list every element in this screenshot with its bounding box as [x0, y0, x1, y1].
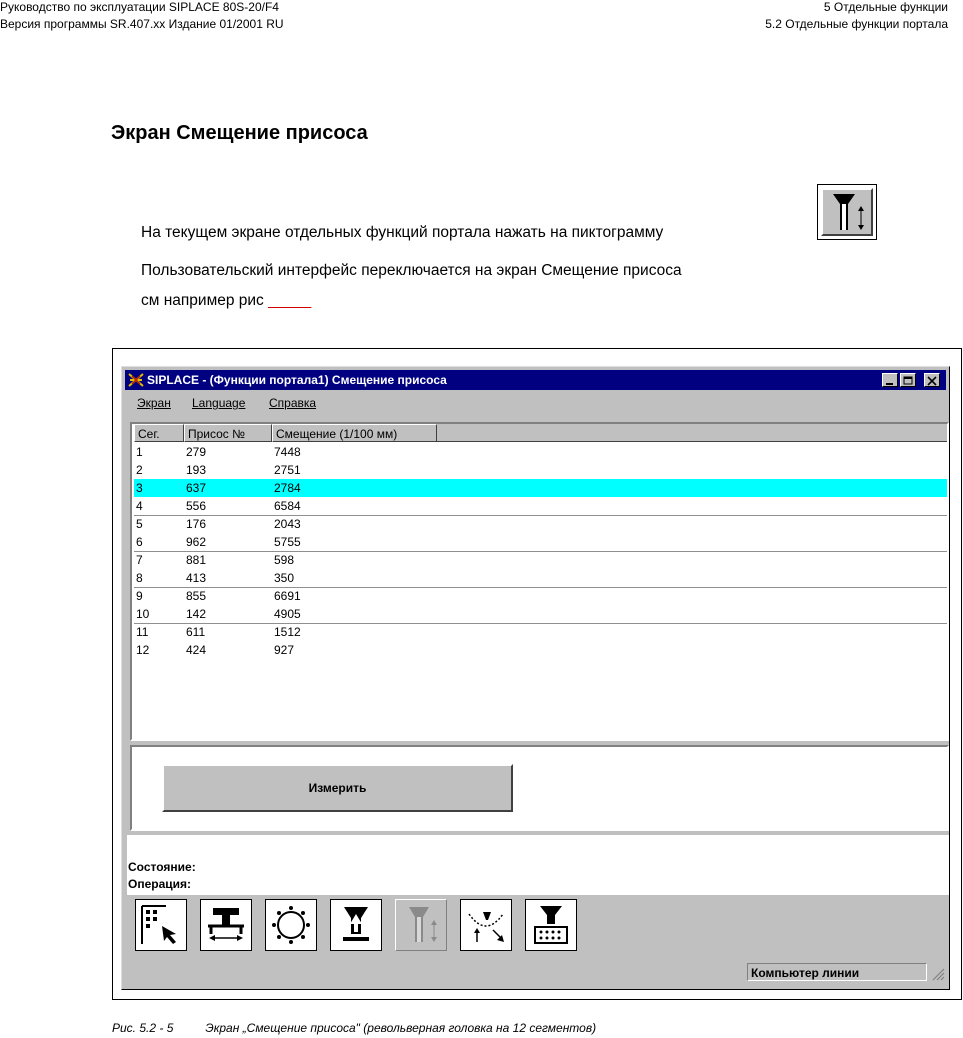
nozzle-cell: 142 — [186, 607, 207, 621]
figure-ref-link[interactable]: _____ — [268, 292, 312, 309]
revolver-head-icon — [270, 904, 312, 946]
tool-nozzle-matrix[interactable] — [525, 899, 577, 951]
menu-screen-label: Экран — [137, 396, 171, 410]
maximize-button[interactable] — [900, 373, 916, 387]
offset-table[interactable] — [130, 422, 949, 741]
figure-caption — [112, 1021, 596, 1035]
table-row[interactable] — [134, 533, 947, 552]
operation-label: Операция: — [128, 877, 192, 891]
transport-move-icon — [205, 904, 247, 946]
app-window — [121, 366, 950, 990]
table-row[interactable] — [134, 551, 947, 569]
nozzle-cell: 413 — [186, 571, 207, 585]
offset-cell: 598 — [274, 553, 295, 567]
offset-cell: 350 — [274, 571, 295, 585]
maximize-icon — [901, 375, 915, 387]
tool-revolver-head[interactable] — [265, 899, 317, 951]
tool-nozzle-offset[interactable] — [395, 899, 447, 951]
doc-para3-line — [141, 292, 311, 310]
nozzle-up-icon — [335, 904, 377, 946]
nozzle-cell: 881 — [186, 553, 207, 567]
nozzle-cell: 637 — [186, 481, 207, 495]
menu-language[interactable] — [192, 396, 245, 410]
header-right-line2: 5.2 Отдельные функции портала — [765, 17, 948, 31]
status-bar-computer: Компьютер линии — [747, 963, 927, 981]
column-header-segment[interactable]: Сег. — [134, 424, 184, 442]
header-left-line2: Версия программы SR.407.xx Издание 01/2001 RU — [0, 17, 284, 31]
segment-cell: 3 — [136, 481, 143, 495]
minimize-button[interactable] — [882, 373, 898, 387]
tool-transport-move[interactable] — [200, 899, 252, 951]
resize-grip-icon[interactable] — [931, 967, 945, 981]
menu-bar — [125, 392, 946, 412]
column-header-offset[interactable]: Смещение (1/100 мм) — [272, 424, 437, 442]
table-row[interactable] — [134, 605, 947, 624]
segment-cell: 11 — [136, 625, 149, 639]
grid-select-icon — [140, 904, 182, 946]
figure-number: Рис. 5.2 - 5 — [112, 1021, 174, 1035]
table-row[interactable] — [134, 515, 947, 533]
offset-cell: 2751 — [274, 463, 301, 477]
segment-cell: 1 — [136, 445, 143, 459]
doc-para3: см например рис — [141, 292, 269, 309]
column-header-nozzle[interactable]: Присос № — [184, 424, 272, 442]
offset-cell: 2784 — [274, 481, 301, 495]
rotation-axis-icon — [465, 904, 507, 946]
offset-cell: 7448 — [274, 445, 301, 459]
table-row[interactable] — [134, 641, 947, 659]
header-left-line1: Руководство по эксплуатации SIPLACE 80S-20/F4 — [0, 0, 279, 14]
table-row[interactable] — [134, 443, 947, 461]
offset-cell: 927 — [274, 643, 295, 657]
nozzle-cell: 556 — [186, 499, 207, 513]
segment-cell: 6 — [136, 535, 143, 549]
nozzle-cell: 279 — [186, 445, 207, 459]
segment-cell: 8 — [136, 571, 143, 585]
nozzle-cell: 962 — [186, 535, 207, 549]
column-header-fill — [437, 424, 947, 442]
table-row[interactable] — [134, 461, 947, 480]
minimize-icon — [883, 375, 897, 387]
window-title: SIPLACE - (Функции портала1) Смещение присоса — [147, 373, 447, 387]
offset-cell: 1512 — [274, 625, 301, 639]
segment-cell: 12 — [136, 643, 150, 657]
nozzle-cell: 855 — [186, 589, 207, 603]
menu-screen[interactable] — [137, 396, 171, 410]
status-area — [127, 835, 949, 895]
menu-language-label: Language — [192, 396, 246, 410]
menu-help-label: Справка — [269, 396, 317, 410]
offset-cell: 6584 — [274, 499, 301, 513]
tool-grid-select[interactable] — [135, 899, 187, 951]
close-button[interactable] — [924, 373, 940, 387]
nozzle-cell: 176 — [186, 517, 207, 531]
offset-cell: 6691 — [274, 589, 301, 603]
measure-button[interactable]: Измерить — [162, 764, 513, 812]
tool-nozzle-up[interactable] — [330, 899, 382, 951]
nozzle-cell: 193 — [186, 463, 207, 477]
nozzle-offset-icon — [823, 190, 871, 234]
status-label: Состояние: — [128, 860, 196, 874]
segment-cell: 5 — [136, 517, 143, 531]
status-bar — [125, 961, 947, 985]
nozzle-offset-pictogram — [817, 184, 877, 240]
figure-caption-text: Экран „Смещение присоса" (револьверная головка на 12 сегментов) — [205, 1021, 597, 1035]
tool-rotation-axis[interactable] — [460, 899, 512, 951]
siplace-app-icon — [128, 372, 144, 388]
doc-para1: На текущем экране отдельных функций портала нажать на пиктограмму — [141, 224, 664, 241]
segment-cell: 7 — [136, 553, 143, 567]
title-bar[interactable] — [125, 370, 946, 390]
segment-cell: 4 — [136, 499, 143, 513]
table-row[interactable] — [134, 479, 947, 497]
table-row[interactable] — [134, 569, 947, 588]
table-row[interactable] — [134, 497, 947, 516]
header-right-line1: 5 Отдельные функции — [823, 0, 948, 14]
nozzle-matrix-icon — [530, 904, 572, 946]
doc-title: Экран Смещение присоса — [111, 122, 368, 144]
table-row[interactable] — [134, 623, 947, 641]
segment-cell: 2 — [136, 463, 143, 477]
doc-para2: Пользовательский интерфейс переключается на экран Смещение присоса — [141, 262, 682, 279]
nozzle-offset-icon — [400, 904, 442, 946]
close-icon — [925, 375, 939, 387]
function-toolbar — [127, 897, 949, 953]
offset-cell: 4905 — [274, 607, 301, 621]
segment-cell: 9 — [136, 589, 143, 603]
table-row[interactable] — [134, 587, 947, 605]
offset-cell: 2043 — [274, 517, 301, 531]
measure-panel — [130, 745, 949, 831]
segment-cell: 10 — [136, 607, 150, 621]
offset-cell: 5755 — [274, 535, 301, 549]
menu-help[interactable] — [269, 396, 316, 410]
nozzle-cell: 611 — [186, 625, 206, 639]
nozzle-cell: 424 — [186, 643, 207, 657]
